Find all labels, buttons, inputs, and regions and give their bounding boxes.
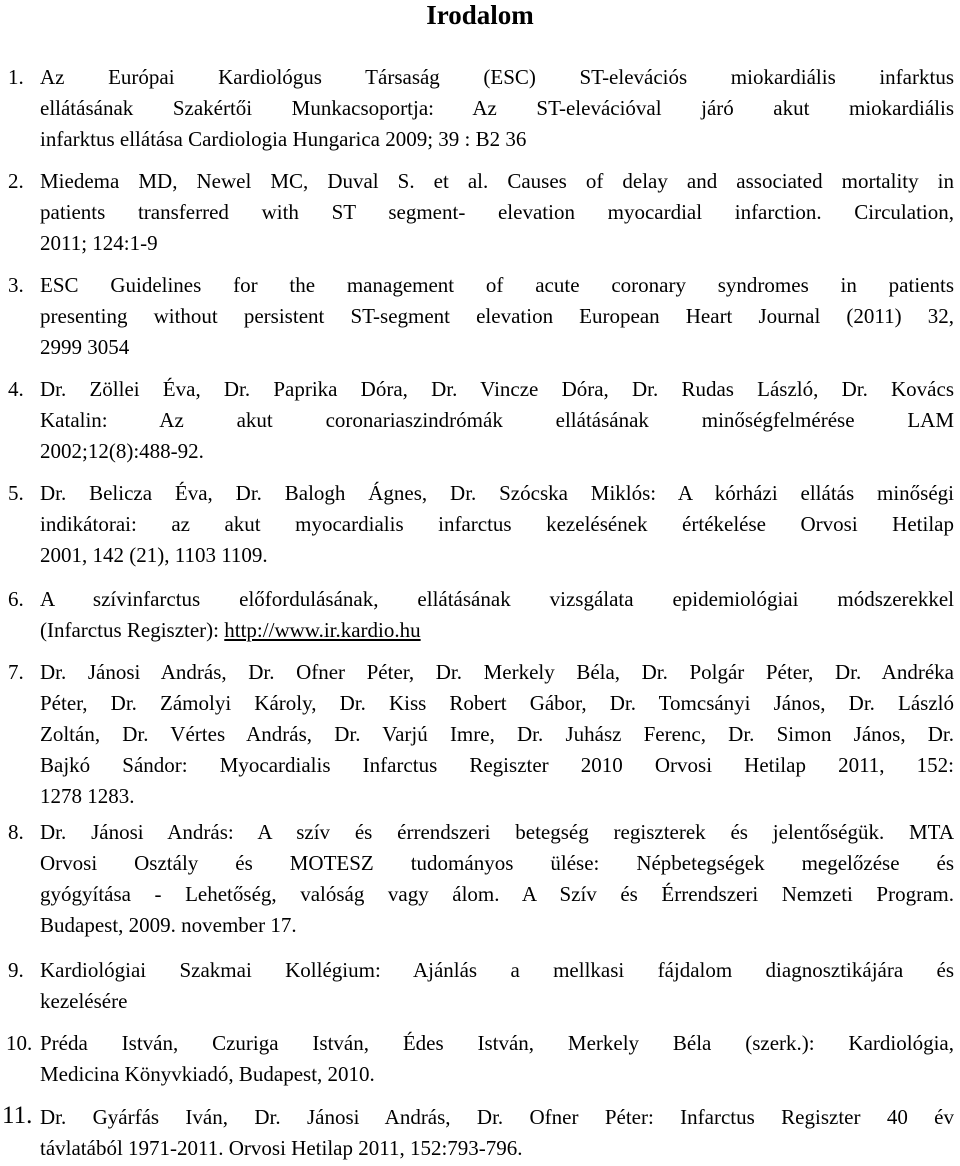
reference-line: Bajkó Sándor: Myocardialis Infarctus Regiszter 2010 Orvosi Hetilap 2011, 152:: [40, 753, 954, 777]
reference-line: ellátásának Szakértői Munkacsoportja: Az ST-elevációval járó akut miokardiális: [40, 96, 954, 120]
reference-number: 1.: [8, 65, 24, 89]
reference-line: Kardiológiai Szakmai Kollégium: Ajánlás a mellkasi fájdalom diagnosztikájára és: [40, 958, 954, 982]
reference-line: 2002;12(8):488-92.: [40, 439, 204, 463]
reference-line: távlatából 1971-2011. Orvosi Hetilap 2011, 152:793-796.: [40, 1136, 523, 1160]
reference-number: 10.: [6, 1031, 33, 1055]
reference-line-text: (Infarctus Regiszter):: [40, 618, 225, 642]
reference-line: 2001, 142 (21), 1103 1109.: [40, 543, 268, 567]
reference-line: Miedema MD, Newel MC, Duval S. et al. Causes of delay and associated mortality in: [40, 169, 954, 193]
reference-line: 2011; 124:1-9: [40, 231, 158, 255]
reference-line: Préda István, Czuriga István, Édes István, Merkely Béla (szerk.): Kardiológia,: [40, 1031, 954, 1055]
reference-line: ESC Guidelines for the management of acute coronary syndromes in patients: [40, 273, 954, 297]
reference-line: Orvosi Osztály és MOTESZ tudományos ülése: Népbetegségek megelőzése és: [40, 851, 954, 875]
reference-line: 2999 3054: [40, 335, 130, 359]
reference-number: 3.: [8, 273, 24, 297]
reference-line: Péter, Dr. Zámolyi Károly, Dr. Kiss Robert Gábor, Dr. Tomcsányi János, Dr. László: [40, 691, 954, 715]
reference-line: presenting without persistent ST-segment elevation European Heart Journal (2011) 32,: [40, 304, 954, 328]
reference-line: Medicina Könyvkiadó, Budapest, 2010.: [40, 1062, 375, 1086]
reference-line: Dr. Gyárfás Iván, Dr. Jánosi András, Dr. Ofner Péter: Infarctus Regiszter 40 év: [40, 1105, 954, 1129]
reference-number: 8.: [8, 820, 24, 844]
reference-line: Zoltán, Dr. Vértes András, Dr. Varjú Imre, Dr. Juhász Ferenc, Dr. Simon János, Dr.: [40, 722, 954, 746]
reference-line: patients transferred with ST segment- elevation myocardial infarction. Circulation,: [40, 200, 954, 224]
reference-line: Dr. Zöllei Éva, Dr. Paprika Dóra, Dr. Vincze Dóra, Dr. Rudas László, Dr. Kovács: [40, 377, 954, 401]
reference-number: 5.: [8, 481, 24, 505]
reference-line: Dr. Belicza Éva, Dr. Balogh Ágnes, Dr. Szócska Miklós: A kórházi ellátás minőségi: [40, 481, 954, 505]
reference-line: A szívinfarctus előfordulásának, ellátásának vizsgálata epidemiológiai módszerekkel: [40, 587, 954, 611]
reference-number: 7.: [8, 660, 24, 684]
page-title: Irodalom: [426, 0, 534, 30]
reference-line: indikátorai: az akut myocardialis infarctus kezelésének értékelése Orvosi Hetilap: [40, 512, 954, 536]
reference-line: 1278 1283.: [40, 784, 135, 808]
reference-line: Katalin: Az akut coronariaszindrómák ellátásának minőségfelmérése LAM: [40, 408, 954, 432]
reference-line: Dr. Jánosi András: A szív és érrendszeri betegség regiszterek és jelentőségük. MTA: [40, 820, 954, 844]
reference-line: Budapest, 2009. november 17.: [40, 913, 297, 937]
reference-number: 2.: [8, 169, 24, 193]
website-link[interactable]: http://www.ir.kardio.hu: [224, 618, 421, 642]
reference-line: Az Európai Kardiológus Társaság (ESC) ST-elevációs miokardiális infarktus: [40, 65, 954, 89]
reference-line: [40, 615, 954, 645]
reference-number: 9.: [8, 958, 24, 982]
reference-line: kezelésére: [40, 989, 128, 1013]
reference-number: 6.: [8, 587, 24, 611]
reference-line: Dr. Jánosi András, Dr. Ofner Péter, Dr. Merkely Béla, Dr. Polgár Péter, Dr. Andréka: [40, 660, 954, 684]
reference-number: 4.: [8, 377, 24, 401]
reference-number: 11.: [2, 1102, 33, 1129]
reference-line: gyógyítása - Lehetőség, valóság vagy álom. A Szív és Érrendszeri Nemzeti Program.: [40, 882, 954, 906]
reference-line: infarktus ellátása Cardiologia Hungarica 2009; 39 : B2 36: [40, 127, 527, 151]
